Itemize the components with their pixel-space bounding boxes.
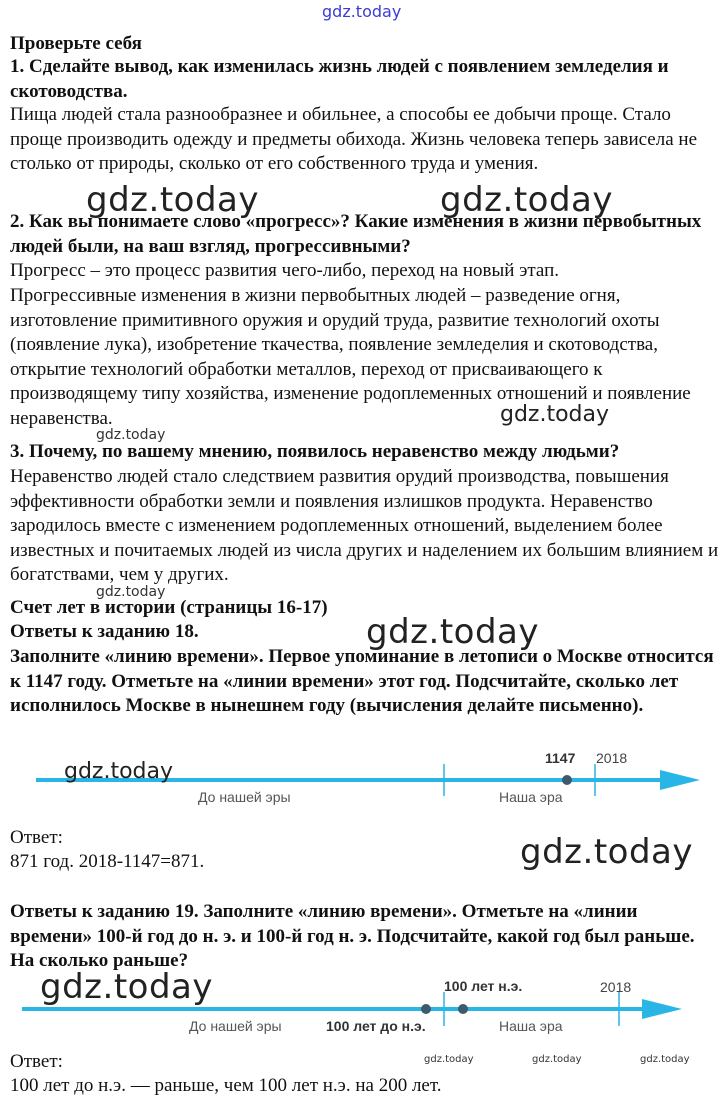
timeline-19-bc-mark: 100 лет до н.э. xyxy=(326,1018,426,1034)
timeline-19 xyxy=(0,972,728,1044)
watermark-top: gdz.today xyxy=(322,2,402,21)
timeline-18-end-year: 2018 xyxy=(596,750,628,766)
watermark: gdz.today xyxy=(520,832,693,872)
task-18-answer-label: Ответ: xyxy=(10,827,63,848)
watermark: gdz.today xyxy=(86,180,259,220)
timeline-19-arrowhead xyxy=(642,999,682,1019)
timeline-19-bc-label: До нашей эры xyxy=(189,1018,282,1034)
check-heading: Проверьте себя xyxy=(10,33,142,54)
task-19-answer: 100 лет до н.э. — раньше, чем 100 лет н.э. на 200 лет. xyxy=(10,1075,442,1096)
task-19-text: Ответы к заданию 19. Заполните «линию времени». Отметьте на «линии времени» 100-й год до н. э. и 100-й год н. э. Подсчитайте, какой год был раньше. На сколько раньше? xyxy=(10,901,695,971)
task-19-answer-label: Ответ: xyxy=(10,1051,63,1072)
timeline-18-ad-label: Наша эра xyxy=(499,789,563,805)
timeline-19-ad-mark: 100 лет н.э. xyxy=(444,978,523,994)
answer-3: Неравенство людей стало следствием развития орудий производства, повышения эффективности обработки земли и появления излишков продукта. Неравенство зародилось вместе с изменением родоплеменных отношений, выделением более известных и почитаемых людей из числа других и наделением их большим влиянием и богатствами, чем у других. xyxy=(10,466,719,585)
timeline-19-bc-dot xyxy=(421,1004,431,1014)
answer-1: Пища людей стала разнообразнее и обильнее, а способы ее добычи проще. Стало проще производить одежду и предметы обихода. Жизнь человека теперь зависела не столько от природы, сколько от его собственного труда и умения. xyxy=(10,104,698,174)
timeline-18 xyxy=(0,740,728,810)
watermark: gdz.today xyxy=(440,180,613,220)
section-title: Счет лет в истории (страницы 16-17) xyxy=(10,597,328,618)
watermark: gdz.today xyxy=(96,584,166,600)
timeline-18-bc-label: До нашей эры xyxy=(198,789,291,805)
watermark: gdz.today xyxy=(500,402,610,427)
watermark: gdz.today xyxy=(96,427,166,443)
question-2: 2. Как вы понимаете слово «прогресс»? Какие изменения в жизни первобытных людей были, на ваш взгляд, прогрессивными? xyxy=(10,211,702,257)
watermark: gdz.today xyxy=(532,1054,582,1065)
task-18-text: Заполните «линию времени». Первое упоминание в летописи о Москве относится к 1147 году. Отметьте на «линии времени» этот год. Подсчитайте, сколько лет исполнилось Москве в нынешнем году (вычисления делайте письменно). xyxy=(10,646,714,716)
task-18-answer: 871 год. 2018-1147=871. xyxy=(10,851,205,872)
watermark: gdz.today xyxy=(640,1054,690,1065)
timeline-18-1147-dot xyxy=(562,775,572,785)
timeline-19-ad-dot xyxy=(458,1004,468,1014)
watermark: gdz.today xyxy=(64,759,174,784)
watermark: gdz.today xyxy=(366,612,539,652)
watermark: gdz.today xyxy=(424,1054,474,1065)
timeline-18-mark-year: 1147 xyxy=(545,750,576,766)
timeline-19-end-year: 2018 xyxy=(600,979,632,995)
question-1: 1. Сделайте вывод, как изменилась жизнь людей с появлением земледелия и скотоводства. xyxy=(10,56,669,102)
answer-2-definition: Прогресс – это процесс развития чего-либо, переход на новый этап. xyxy=(10,260,559,281)
answer-2-changes: Прогрессивные изменения в жизни первобытных людей – разведение огня, изготовление примитивного оружия и орудий труда, развитие технологий охоты (появление лука), изобретение ткачества, появление земледелия и скотоводства, открытие технологий обработки металлов, переход от присваивающего к производящему типу хозяйства, изменение родоплеменных отношений и появление неравенства. xyxy=(10,285,691,429)
timeline-18-arrowhead xyxy=(660,770,700,790)
watermark: gdz.today xyxy=(40,967,213,1007)
question-3: 3. Почему, по вашему мнению, появилось неравенство между людьми? xyxy=(10,441,620,462)
task-18-header: Ответы к заданию 18. xyxy=(10,621,199,642)
timeline-19-ad-label: Наша эра xyxy=(499,1018,563,1034)
